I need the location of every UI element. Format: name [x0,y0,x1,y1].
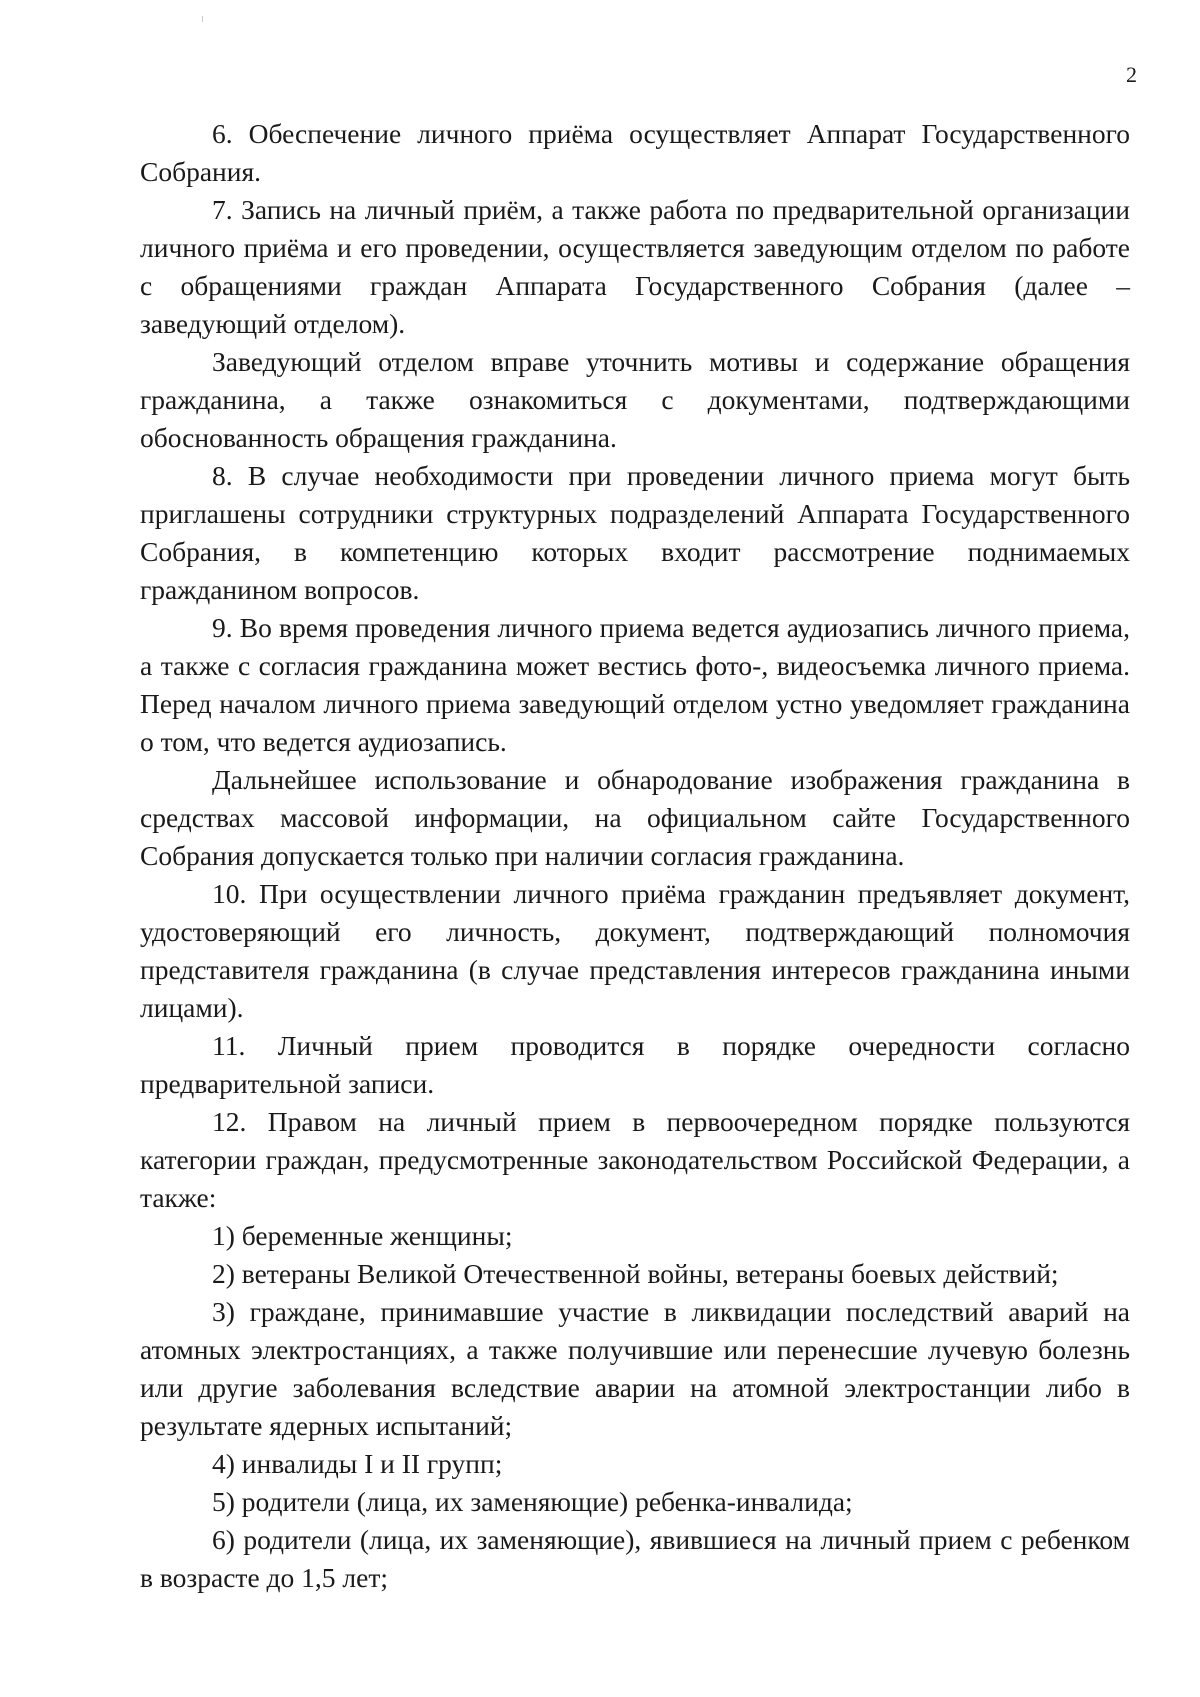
paragraph-item-6: 6. Обеспечение личного приёма осуществляет Аппарат Государственного Собрания. [140,118,1130,187]
list-item-6: 6) родители (лица, их заменяющие), явившиеся на личный прием с ребенком в возрасте до 1,5 лет; [140,1524,1130,1593]
paragraph-item-9: 9. Во время проведения личного приема ведется аудиозапись личного приема, а также с согласия гражданина может вестись фото-, видеосъемка личного приема. Перед началом личного приема заведующий отделом устно уведомляет гражданина о том, что ведется аудиозапись. [140,612,1130,757]
paragraph-item-7: 7. Запись на личный приём, а также работа по предварительной организации личного приёма и его проведении, осуществляется заведующим отделом по работе с обращениями граждан Аппарата Государственного Собрания (далее – заведующий отделом). [140,194,1130,339]
document-body [140,115,1130,1597]
list-item-5: 5) родители (лица, их заменяющие) ребенка-инвалида; [212,1486,853,1517]
paragraph-image-use-consent: Дальнейшее использование и обнародование изображения гражданина в средствах массовой информации, на официальном сайте Государственного Собрания допускается только при наличии согласия гражданина. [140,764,1130,871]
page-number: 2 [1126,62,1137,87]
list-item-1: 1) беременные женщины; [212,1220,513,1251]
paragraph-item-12: 12. Правом на личный прием в первоочередном порядке пользуются категории граждан, предусмотренные законодательством Российской Федерации, а также: [140,1106,1130,1213]
paragraph-department-head-rights: Заведующий отделом вправе уточнить мотивы и содержание обращения гражданина, а также ознакомиться с документами, подтверждающими обоснованность обращения гражданина. [140,346,1130,453]
list-item-4: 4) инвалиды I и II групп; [212,1448,503,1479]
list-item-2: 2) ветераны Великой Отечественной войны, ветераны боевых действий; [212,1258,1059,1289]
list-item-3: 3) граждане, принимавшие участие в ликвидации последствий аварий на атомных электростанциях, а также получившие или перенесшие лучевую болезнь или другие заболевания вследствие аварии на атомной электростанции либо в результате ядерных испытаний; [140,1296,1130,1441]
paragraph-item-11: 11. Личный прием проводится в порядке очередности согласно предварительной записи. [140,1030,1130,1099]
paragraph-item-10: 10. При осуществлении личного приёма гражданин предъявляет документ, удостоверяющий его личность, документ, подтверждающий полномочия представителя гражданина (в случае представления интересов гражданина иными лицами). [140,878,1130,1023]
paragraph-item-8: 8. В случае необходимости при проведении личного приема могут быть приглашены сотрудники структурных подразделений Аппарата Государственного Собрания, в компетенцию которых входит рассмотрение поднимаемых гражданином вопросов. [140,460,1130,605]
scan-artifact-mark [202,16,203,22]
